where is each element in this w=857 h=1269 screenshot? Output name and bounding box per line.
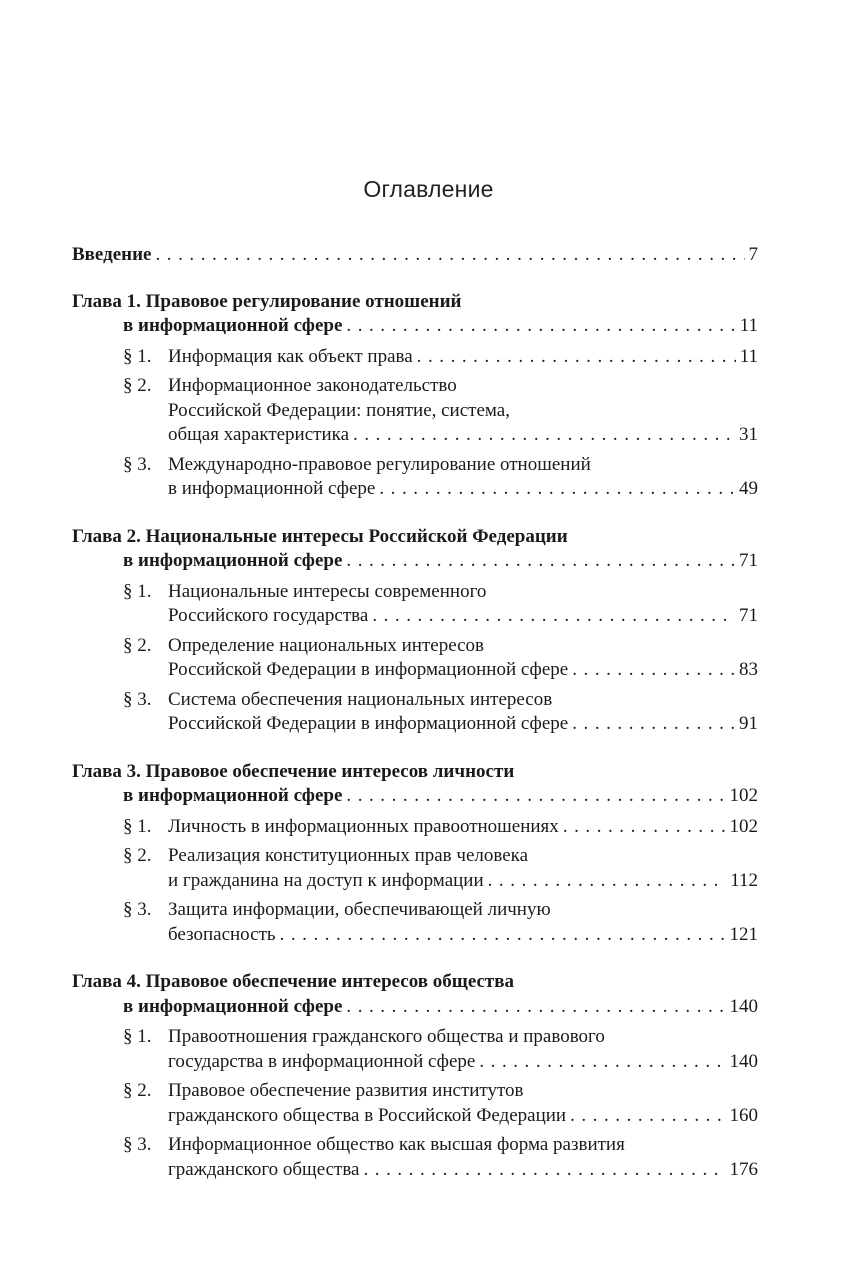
toc-section-1-3[interactable] (72, 453, 758, 502)
dot-leader (280, 923, 726, 948)
section-title-line: Национальные интересы современного (168, 580, 487, 602)
toc-page-number: 31 (739, 424, 758, 445)
toc-page-number: 102 (729, 785, 758, 806)
chapter-title-line1: Глава 2. Национальные интересы Российской Федерации (72, 525, 568, 547)
dot-leader (379, 477, 735, 502)
toc-page-number: 102 (729, 815, 758, 837)
dot-leader (346, 784, 725, 809)
toc-section-4-1[interactable] (72, 1025, 758, 1074)
section-title-line: Информационное общество как высшая форма развития (168, 1134, 625, 1155)
dot-leader (572, 712, 735, 737)
chapter-group-2 (72, 525, 758, 737)
toc-section-2-1[interactable] (72, 580, 758, 629)
section-title-line: гражданского общества в Российской Федерации (168, 1104, 567, 1126)
section-title-line: Реализация конституционных прав человека (168, 845, 529, 866)
section-title-line: Российской Федерации в информационной сфере (168, 659, 569, 680)
dot-leader (563, 815, 726, 840)
section-title-line: Российской Федерации в информационной сфере (168, 713, 569, 734)
toc-page-number: 11 (739, 345, 758, 367)
chapter-group-1 (72, 290, 758, 502)
chapter-title-line2: в информационной сфере (123, 785, 343, 806)
toc-page-number: 121 (729, 923, 758, 945)
section-mark: § 3. (123, 453, 152, 475)
chapter-group-3 (72, 760, 758, 948)
section-mark: § 2. (123, 1080, 152, 1101)
dot-leader (353, 423, 735, 448)
section-mark: § 3. (123, 899, 152, 920)
section-title-line: Международно-правовое регулирование отношений (168, 453, 591, 475)
toc-section-4-3[interactable] (72, 1133, 758, 1182)
dot-leader (346, 995, 725, 1020)
section-mark: § 2. (123, 375, 152, 396)
toc-section-3-2[interactable] (72, 844, 758, 893)
toc-section-2-3[interactable] (72, 688, 758, 737)
section-mark: § 1. (123, 580, 152, 602)
dot-leader (572, 658, 735, 683)
section-mark: § 3. (123, 1134, 152, 1155)
section-mark: § 1. (123, 345, 152, 367)
section-mark: § 2. (123, 845, 152, 866)
dot-leader (372, 604, 735, 629)
section-title-line: Защита информации, обеспечивающей личную (168, 899, 551, 920)
toc-page-number: 112 (730, 869, 758, 891)
toc-section-3-1[interactable] (72, 815, 758, 840)
section-title-line: Правоотношения гражданского общества и правового (168, 1026, 605, 1047)
dot-leader (363, 1158, 725, 1183)
toc-section-2-2[interactable] (72, 634, 758, 683)
toc-page-number: 7 (748, 244, 758, 265)
toc-page-number: 176 (729, 1158, 758, 1180)
dot-leader (346, 549, 735, 574)
chapter-title-line1: Глава 4. Правовое обеспечение интересов общества (72, 971, 515, 992)
toc-page-number: 140 (729, 1050, 758, 1072)
toc-page-number: 11 (739, 315, 758, 336)
chapter-title-line2: в информационной сфере (123, 315, 343, 336)
toc-section-1-2[interactable] (72, 374, 758, 448)
section-title-line: гражданского общества (168, 1158, 360, 1180)
section-title-line: Система обеспечения национальных интересов (168, 688, 553, 710)
toc-page-number: 83 (739, 659, 758, 680)
chapter-title-line1: Глава 3. Правовое обеспечение интересов личности (72, 760, 515, 782)
toc-page-number: 91 (739, 713, 758, 734)
toc-page-number: 71 (739, 605, 758, 626)
chapter-title-line2: в информационной сфере (123, 550, 343, 571)
toc-chapter-2[interactable] (72, 525, 758, 574)
chapter-title-line1: Глава 1. Правовое регулирование отношений (72, 290, 462, 312)
dot-leader (570, 1104, 725, 1129)
toc-entry-intro[interactable] (72, 243, 758, 268)
toc-page-number: 160 (729, 1104, 758, 1126)
dot-leader (488, 869, 727, 894)
section-title-line: общая характеристика (168, 424, 350, 445)
section-title-line: Информация как объект права (168, 345, 413, 367)
toc-section-1-1[interactable] (72, 345, 758, 370)
section-title-line: Информационное законодательство (168, 375, 457, 396)
toc-entry-label: Введение (72, 244, 152, 265)
toc-page-number: 71 (739, 550, 758, 571)
chapter-title-line2: в информационной сфере (123, 995, 343, 1017)
section-title-line: Российского государства (168, 605, 369, 626)
section-title-line: государства в информационной сфере (168, 1050, 476, 1072)
section-mark: § 1. (123, 815, 152, 837)
section-title-line: Правовое обеспечение развития институтов (168, 1080, 524, 1101)
toc-section-4-2[interactable] (72, 1079, 758, 1128)
toc-section-3-3[interactable] (72, 898, 758, 947)
section-mark: § 1. (123, 1026, 152, 1047)
table-of-contents (72, 243, 758, 1182)
toc-chapter-1[interactable] (72, 290, 758, 339)
dot-leader (479, 1050, 725, 1075)
toc-page-number: 140 (729, 995, 758, 1017)
section-title-line: и гражданина на доступ к информации (168, 869, 484, 891)
section-mark: § 2. (123, 634, 152, 656)
section-title-line: Определение национальных интересов (168, 634, 485, 656)
section-title-line: в информационной сфере (168, 478, 376, 499)
section-title-line: Российской Федерации: понятие, система, (168, 399, 510, 421)
section-title-line: Личность в информационных правоотношениях (168, 815, 559, 837)
page-title: Оглавление (363, 176, 494, 202)
toc-page-number: 49 (739, 478, 758, 499)
section-title-line: безопасность (168, 923, 276, 945)
section-mark: § 3. (123, 688, 152, 710)
toc-chapter-4[interactable] (72, 970, 758, 1019)
chapter-group-4 (72, 970, 758, 1182)
dot-leader (156, 243, 745, 268)
toc-chapter-3[interactable] (72, 760, 758, 809)
dot-leader (417, 345, 736, 370)
dot-leader (346, 314, 735, 339)
